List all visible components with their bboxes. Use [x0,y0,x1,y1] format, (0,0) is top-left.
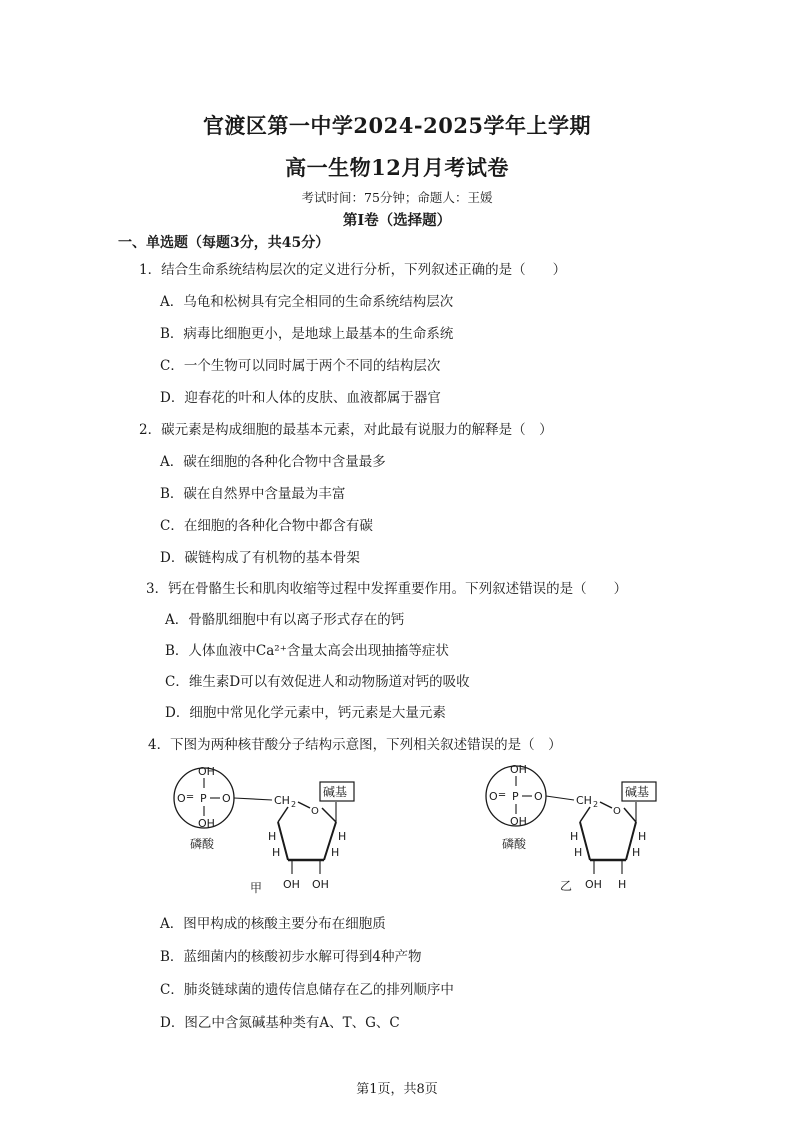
question-4-option-d[interactable]: D．图乙中含氮碱基种类有A、T、G、C [160,1015,400,1031]
question-3-option-c[interactable]: C．维生素D可以有效促进人和动物肠道对钙的吸收 [165,674,470,690]
c4-h: H [268,830,277,843]
svg-text:O: O [613,806,621,817]
question-4-option-b[interactable]: B．蓝细菌内的核酸初步水解可得到4种产物 [160,949,422,965]
question-3-option-d[interactable]: D．细胞中常见化学元素中，钙元素是大量元素 [165,705,446,721]
phosphate-p: P [200,792,207,805]
c1-h: H [338,830,347,843]
question-1-option-d[interactable]: D．迎春花的叶和人体的皮肤、血液都属于器官 [160,390,441,406]
ch2-subscript: 2 [593,800,599,809]
question-2-option-b[interactable]: B．碳在自然界中含量最为丰富 [160,486,346,502]
section-heading: 一、单选题（每题3分，共45分） [118,235,330,251]
c3-group: OH [283,878,300,891]
exam-info: 考试时间：75分钟；命题人：王媛 [301,190,493,205]
figure-caption-jia: 甲 [250,881,263,895]
question-4-option-c[interactable]: C．肺炎链球菌的遗传信息储存在乙的排列顺序中 [160,982,454,998]
svg-text:═: ═ [187,792,194,803]
page-number: 第1页，共8页 [356,1082,438,1097]
c4-h: H [570,830,579,843]
question-1-option-b[interactable]: B．病毒比细胞更小，是地球上最基本的生命系统 [160,326,454,342]
c2-group: H [618,878,627,891]
svg-text:O: O [311,806,319,817]
phosphate-oh-top: OH [198,765,215,778]
question-2-option-d[interactable]: D．碳链构成了有机物的基本骨架 [160,550,360,566]
phosphate-o-right: O [534,790,543,803]
c2-h: H [331,846,340,859]
svg-text:═: ═ [499,790,506,801]
question-3-option-b[interactable]: B．人体血液中Ca²⁺含量太高会出现抽搐等症状 [165,643,449,659]
question-4-option-a[interactable]: A．图甲构成的核酸主要分布在细胞质 [160,916,386,932]
question-2-option-c[interactable]: C．在细胞的各种化合物中都含有碳 [160,518,373,534]
c3-h: H [574,846,583,859]
phosphate-oh-top: OH [510,763,527,776]
volume-title: 第I卷（选择题） [342,212,452,229]
phosphate-oh-bottom: OH [510,815,527,828]
phosphate-label: 磷酸 [190,837,215,851]
phosphate-o-left: O [489,790,498,803]
nucleotide-jia [174,765,354,895]
question-2-stem: 2．碳元素是构成细胞的最基本元素，对此最有说服力的解释是（ ） [139,422,553,438]
c2-group: OH [312,878,329,891]
c2-h: H [632,846,641,859]
nucleotide-figure [160,760,700,900]
question-1-option-a[interactable]: A．乌龟和松树具有完全相同的生命系统结构层次 [160,294,454,310]
phosphate-o-right: O [222,792,231,805]
ch2-subscript: 2 [291,800,297,809]
c3-h: H [272,846,281,859]
c3-group: OH [585,878,602,891]
question-2-option-a[interactable]: A．碳在细胞的各种化合物中含量最多 [160,454,386,470]
exam-title-line2: 高一生物12月月考试卷 [285,155,509,180]
nucleotide-yi [486,763,656,893]
phosphate-label: 磷酸 [502,837,527,851]
figure-caption-yi: 乙 [560,879,573,893]
question-1-option-c[interactable]: C．一个生物可以同时属于两个不同的结构层次 [160,358,441,374]
phosphate-o-left: O [177,792,186,805]
question-3-option-a[interactable]: A．骨骼肌细胞中有以离子形式存在的钙 [165,612,405,628]
phosphate-p: P [512,790,519,803]
exam-title-line1: 官渡区第一中学2024-2025学年上学期 [202,113,592,138]
question-1-stem: 1．结合生命系统结构层次的定义进行分析，下列叙述正确的是（ ） [139,262,567,278]
ch2-group: CH [576,794,592,807]
ch2-group: CH [274,794,290,807]
base-label: 碱基 [323,785,348,799]
base-label: 碱基 [625,785,650,799]
question-3-stem: 3．钙在骨骼生长和肌肉收缩等过程中发挥重要作用。下列叙述错误的是（ ） [146,581,628,597]
question-4-stem: 4．下图为两种核苷酸分子结构示意图，下列相关叙述错误的是（ ） [148,737,562,753]
c1-h: H [638,830,647,843]
phosphate-oh-bottom: OH [198,817,215,830]
